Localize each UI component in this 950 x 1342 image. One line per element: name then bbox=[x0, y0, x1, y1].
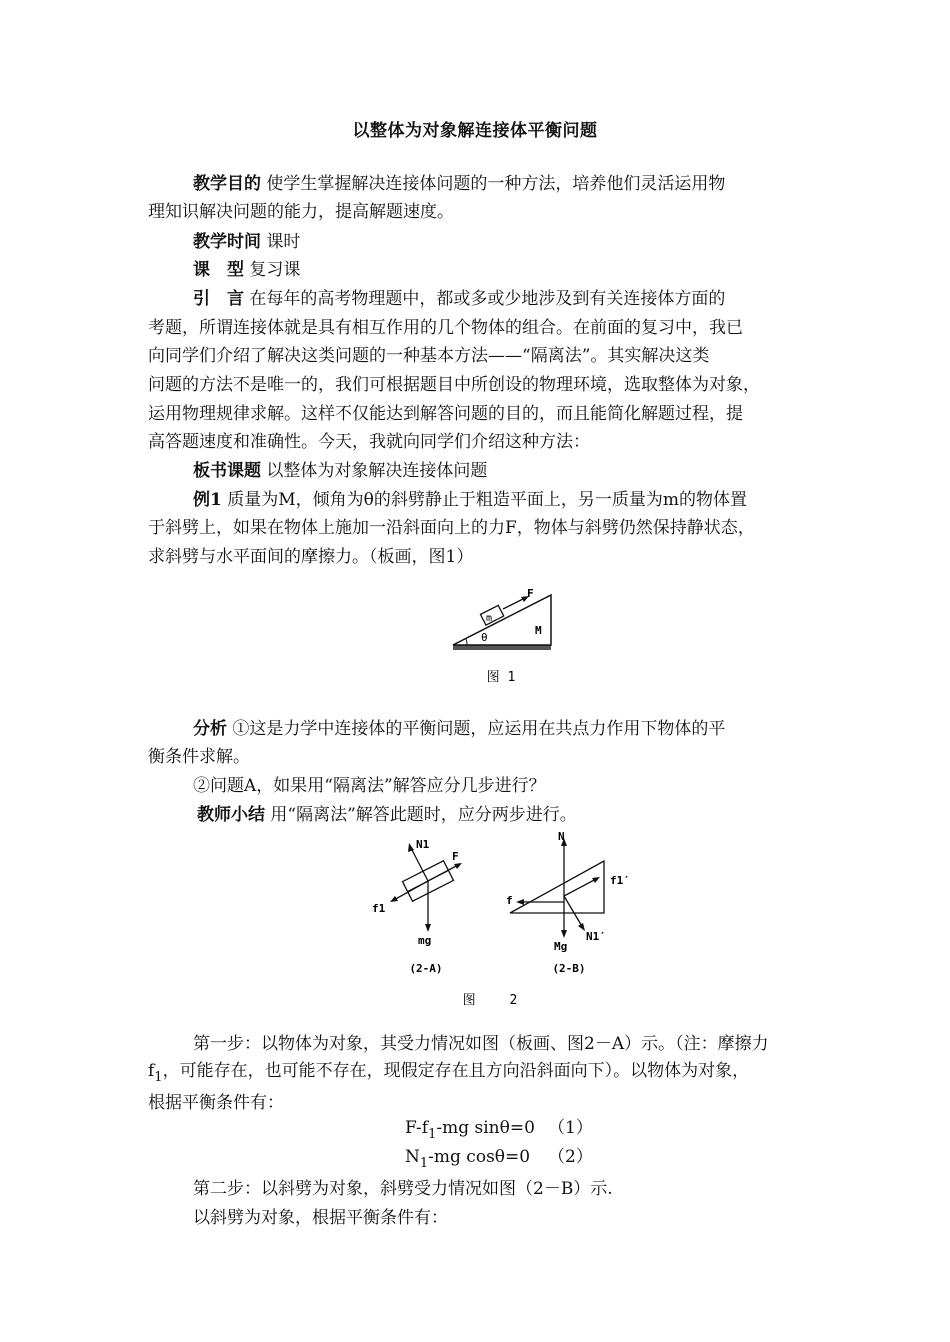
figure-2b bbox=[506, 830, 630, 975]
time-label: 教学时间 bbox=[193, 232, 261, 252]
example1-label: 例1 bbox=[193, 490, 222, 510]
figure-1-caption: 图 1 bbox=[486, 670, 516, 685]
analysis-text-1: ①这是力学中连接体的平衡问题，应运用在共点力作用下物体的平 bbox=[232, 719, 726, 739]
example1-line-1 bbox=[193, 490, 747, 510]
figure-2a-label-mg: mg bbox=[418, 934, 432, 947]
figure-2b-f-head bbox=[516, 899, 524, 905]
equation-1-subscript: 1 bbox=[428, 1127, 437, 1142]
figure-2 bbox=[360, 826, 650, 1016]
figure-2a-label-f: F bbox=[452, 850, 459, 863]
equation-2-number: （2） bbox=[548, 1147, 593, 1167]
figure-2a-f1-head bbox=[390, 896, 398, 902]
time-text: 课时 bbox=[266, 232, 301, 252]
example1-text-3: 求斜劈与水平面间的摩擦力。（板画，图1） bbox=[148, 547, 474, 567]
figure-2b-label-f: f bbox=[506, 894, 513, 907]
step1-text-1: 第一步：以物体为对象，其受力情况如图（板画、图2－A）示。（注：摩擦力 bbox=[193, 1034, 769, 1054]
angle-arc bbox=[466, 639, 467, 645]
objective-line-1 bbox=[193, 174, 725, 194]
step2-text-1: 第二步：以斜劈为对象，斜劈受力情况如图（2－B）示. bbox=[193, 1179, 613, 1199]
equation-1 bbox=[405, 1118, 535, 1140]
wedge-shape bbox=[453, 595, 551, 645]
equation-1-part-b: -mg sinθ=0 bbox=[436, 1118, 535, 1138]
intro-text-2: 考题，所谓连接体就是具有相互作用的几个物体的组合。在前面的复习中，我已 bbox=[148, 318, 743, 338]
type-line bbox=[193, 260, 300, 280]
step1-f-subscript: 1 bbox=[154, 1070, 163, 1085]
example1-text-1: 质量为M，倾角为θ的斜劈静止于粗造平面上，另一质量为m的物体置 bbox=[227, 490, 748, 510]
type-label: 课 型 bbox=[193, 260, 244, 280]
equation-2-part-b: -mg cosθ=0 bbox=[428, 1147, 531, 1167]
objective-label: 教学目的 bbox=[193, 174, 261, 194]
board-title-text: 以整体为对象解决连接体问题 bbox=[266, 461, 488, 481]
example1-text-2: 于斜劈上，如果在物体上施加一沿斜面向上的力F，物体与斜劈仍然保持静状态， bbox=[148, 518, 755, 538]
figure-2a-label-n1: N1 bbox=[416, 838, 430, 851]
time-line bbox=[193, 232, 300, 252]
step2-text-2: 以斜劈为对象，根据平衡条件有： bbox=[193, 1208, 448, 1228]
figure-2b-f1p-head bbox=[592, 877, 600, 883]
figure-2b-label-n1p: N1′ bbox=[586, 930, 606, 943]
summary-text: 用“隔离法”解答此题时，应分两步进行。 bbox=[270, 805, 577, 825]
step1-f: f bbox=[148, 1061, 155, 1081]
equation-2-part-a: N bbox=[405, 1147, 420, 1167]
intro-line-1 bbox=[193, 289, 725, 309]
figure-1-label-theta: θ bbox=[481, 631, 488, 644]
figure-1-label-m: m bbox=[485, 613, 493, 624]
summary-line bbox=[197, 805, 577, 825]
figure-2-caption: 图 2 bbox=[462, 993, 518, 1008]
figure-2a-f-head bbox=[454, 863, 462, 869]
intro-text-5: 运用物理规律求解。这样不仅能达到解答问题的目的，而且能简化解题过程，提 bbox=[148, 404, 743, 424]
figure-2b-label-mg: Mg bbox=[554, 940, 568, 953]
figure-2b-caption: (2-B) bbox=[552, 962, 586, 975]
analysis-line-1 bbox=[193, 719, 725, 739]
step1-text-2: ，可能存在，也可能不存在，现假定存在且方向沿斜面向下）。以物体为对象， bbox=[162, 1061, 750, 1081]
figure-1-label-F: F bbox=[527, 587, 534, 600]
page-title: 以整体为对象解连接体平衡问题 bbox=[352, 121, 598, 141]
figure-2b-label-f1p: f1′ bbox=[610, 874, 630, 887]
figure-1 bbox=[445, 585, 565, 695]
intro-text-6: 高答题速度和准确性。今天，我就向同学们介绍这种方法： bbox=[148, 432, 590, 452]
figure-2a-caption: (2-A) bbox=[409, 962, 443, 975]
figure-2a-label-f1: f1 bbox=[372, 902, 386, 915]
analysis-text-3: ②问题A，如果用“隔离法”解答应分几步进行？ bbox=[193, 776, 546, 796]
intro-text-3: 向同学们介绍了解决这类问题的一种基本方法——“隔离法”。其实解决这类 bbox=[148, 346, 710, 366]
analysis-label: 分析 bbox=[193, 719, 227, 739]
type-text: 复习课 bbox=[249, 260, 301, 280]
analysis-text-2: 衡条件求解。 bbox=[148, 747, 250, 767]
equation-1-number: （1） bbox=[548, 1118, 593, 1138]
figure-1-label-M: M bbox=[535, 624, 542, 637]
objective-text-2: 理知识解决问题的能力，提高解题速度。 bbox=[148, 202, 454, 222]
board-title-line bbox=[193, 461, 487, 481]
equation-1-part-a: F-f bbox=[405, 1118, 429, 1138]
figure-2b-wedge bbox=[510, 861, 604, 913]
figure-2b-n1p-head bbox=[578, 923, 585, 931]
equation-2 bbox=[405, 1147, 530, 1169]
intro-label: 引 言 bbox=[193, 289, 244, 309]
objective-text-1: 使学生掌握解决连接体问题的一种方法，培养他们灵活运用物 bbox=[266, 174, 726, 194]
summary-label: 教师小结 bbox=[197, 805, 265, 825]
figure-2b-label-n: N bbox=[558, 830, 565, 843]
figure-2a-mg-head bbox=[425, 924, 431, 932]
figure-2b-mg-head bbox=[561, 930, 567, 938]
board-title-label: 板书课题 bbox=[193, 461, 261, 481]
block-shape bbox=[480, 605, 503, 625]
step1-text-3: 根据平衡条件有： bbox=[148, 1093, 284, 1113]
figure-2a bbox=[372, 838, 462, 975]
equation-2-subscript: 1 bbox=[419, 1156, 429, 1171]
step1-line-2 bbox=[148, 1061, 812, 1083]
intro-text-4: 问题的方法不是唯一的，我们可根据题目中所创设的物理环境，选取整体为对象， bbox=[148, 375, 760, 395]
figure-2b-n1p-arrow bbox=[564, 896, 583, 928]
intro-text-1: 在每年的高考物理题中，都或多或少地涉及到有关连接体方面的 bbox=[249, 289, 726, 309]
